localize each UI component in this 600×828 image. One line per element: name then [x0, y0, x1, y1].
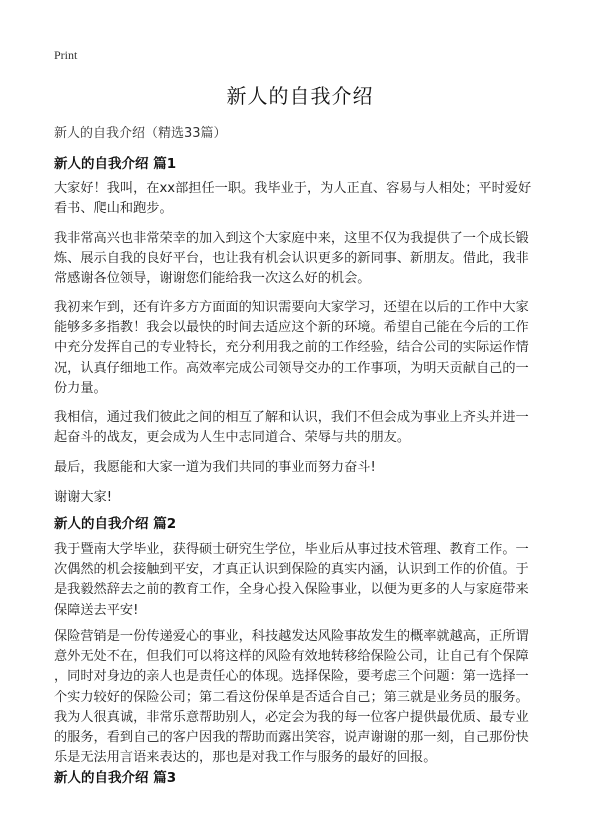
text-line: 大家好！我叫，在xx部担任一职。我毕业于，为人正直、容易与人相处；平时爱好 [54, 181, 532, 196]
text-line: 常感谢各位领导，谢谢您们能给我一次这么好的机会。 [54, 271, 371, 287]
paragraph [54, 408, 529, 448]
text-line: 我相信，通过我们彼此之间的相互了解和认识，我们不但会成为事业上齐头并进一 [54, 410, 529, 425]
paragraph [54, 179, 531, 219]
text-line: 保障送去平安! [54, 602, 139, 618]
text-line: ，同时对身边的亲人也是责任心的体现。选择保险，要考虑三个问题：第一选择一 [54, 669, 529, 685]
paragraph [54, 627, 529, 768]
print-label: Print [54, 48, 78, 62]
paragraph [54, 229, 529, 290]
section-heading: 新人的自我介绍 篇2 [54, 516, 177, 532]
text-line: 乐是无法用言语来表达的，那也是对我工作与服务的最好的回报。 [54, 750, 437, 766]
text-line: 我非常高兴也非常荣幸的加入到这个大家庭中来，这里不仅为我提供了一个成长锻 [54, 231, 529, 246]
text-line: 保险营销是一份传递爱心的事业，科技越发达风险事故发生的概率就越高，正所谓 [54, 629, 529, 644]
text-line: 意外无处不在，但我们可以将这样的风险有效地转移给保险公司，让自己有个保障 [54, 649, 529, 665]
text-line: 是我毅然辞去之前的教育工作，全身心投入保险事业，以便为更多的人与家庭带来 [54, 582, 529, 598]
paragraph [54, 458, 376, 478]
text-line: 起奋斗的战友，更会成为人生中志同道合、荣辱与共的朋友。 [54, 430, 411, 446]
section-heading: 新人的自我介绍 篇3 [54, 770, 177, 786]
paragraph [54, 298, 529, 399]
text-line: 能够多多指教！我会以最快的时间去适应这个新的环境。希望自己能在今后的工作 [54, 320, 529, 336]
section-heading: 新人的自我介绍 篇1 [54, 156, 177, 172]
text-line: 况，认真仔细地工作。高效率完成公司领导交办的工作事项，为明天贡献自己的一 [54, 360, 529, 376]
text-line: 份力量。 [54, 380, 107, 396]
document-subtitle: 新人的自我介绍（精选33篇） [54, 126, 227, 141]
text-line: 个实力较好的保险公司；第二看这份保单是否适合自己；第三就是业务员的服务。 [54, 689, 529, 705]
text-line: 的服务，看到自己的客户因我的帮助而露出笑容，说声谢谢的那一刻，自己那份快 [54, 730, 529, 746]
text-line: 炼、展示自我的良好平台，也让我有机会认识更多的新同事、新朋友。借此，我非 [54, 251, 529, 267]
page-title: 新人的自我介绍 [226, 84, 374, 108]
text-line: 中充分发挥自己的专业特长，充分利用我之前的工作经验，结合公司的实际运作情 [54, 340, 529, 356]
paragraph [54, 540, 529, 621]
text-line: 最后，我愿能和大家一道为我们共同的事业而努力奋斗! [54, 460, 376, 475]
text-line: 我为人很真诚，非常乐意帮助别人，必定会为我的每一位客户提供最优质、最专业 [54, 709, 529, 725]
text-line: 次偶然的机会接触到平安，才真正认识到保险的真实内涵，认识到工作的价值。于 [54, 562, 529, 578]
text-line: 谢谢大家! [54, 490, 113, 505]
paragraph [54, 488, 112, 508]
text-line: 看书、爬山和跑步。 [54, 201, 173, 217]
text-line: 我于暨南大学毕业，获得硕士研究生学位，毕业后从事过技术管理、教育工作。一 [54, 542, 529, 557]
text-line: 我初来乍到，还有许多方方面面的知识需要向大家学习，还望在以后的工作中大家 [54, 300, 529, 315]
